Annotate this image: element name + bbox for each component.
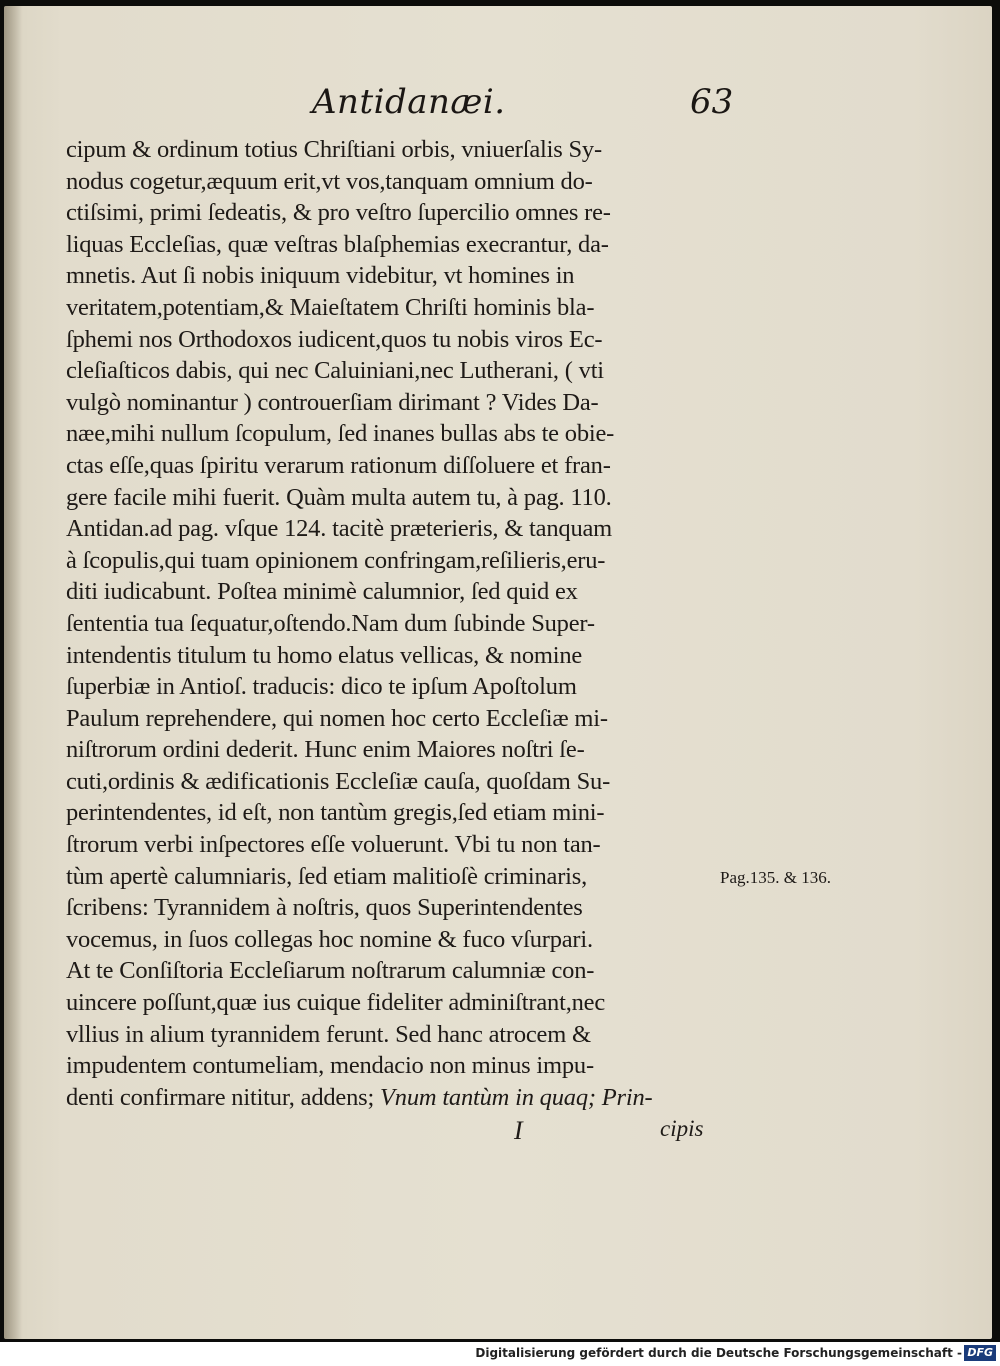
- text-line-content: niſtrorum ordini dederit. Hunc enim Maiores noſtri ſe-: [66, 736, 585, 764]
- text-line-content: ſententia tua ſequatur,oſtendo.Nam dum ſubinde Super-: [66, 609, 595, 637]
- text-line: [66, 513, 726, 545]
- text-line: [66, 861, 726, 893]
- text-line-content: uincere poſſunt,quæ ius cuique fideliter adminiſtrant,nec: [66, 989, 606, 1017]
- text-line-content: Antidan.ad pag. vſque 124. tacitè præterieris, & tanquam: [66, 515, 613, 543]
- text-line: [66, 450, 726, 482]
- text-line-content: vllius in alium tyrannidem ferunt. Sed hanc atrocem &: [66, 1020, 591, 1048]
- text-line-content: ſuperbiæ in Antioſ. traducis: dico te ipſum Apoſtolum: [66, 673, 577, 701]
- text-line: [66, 166, 726, 198]
- text-line-content: vocemus, in ſuos collegas hoc nomine & fuco vſurpari.: [66, 925, 593, 953]
- body-text: [66, 134, 726, 1113]
- text-line-content: impudentem contumeliam, mendacio non minus impu-: [66, 1052, 594, 1080]
- text-line-content: ctas eſſe,quas ſpiritu verarum rationum diſſoluere et fran-: [66, 451, 611, 479]
- text-line: [66, 640, 726, 672]
- text-line: [66, 229, 726, 261]
- text-line: [66, 482, 726, 514]
- text-line: [66, 924, 726, 956]
- text-line-content: vulgò nominantur ) controuerſiam dirimant ? Vides Da-: [66, 388, 599, 416]
- text-line: [66, 608, 726, 640]
- text-line: [66, 797, 726, 829]
- text-line: [66, 1050, 726, 1082]
- text-line-content: perintendentes, id eſt, non tantùm gregis,ſed etiam mini-: [66, 799, 605, 827]
- book-page: [4, 6, 992, 1339]
- text-line: [66, 418, 726, 450]
- text-line-content: ſtrorum verbi inſpectores eſſe voluerunt. Vbi tu non tan-: [66, 831, 601, 859]
- italic-quotation: Vnum tantùm in quaq; Prin-: [380, 1083, 653, 1111]
- margin-note: Pag.135. & 136.: [720, 868, 831, 887]
- running-title: Antidanæi.: [312, 82, 506, 122]
- text-line-content: gere facile mihi fuerit. Quàm multa autem tu, à pag. 110.: [66, 483, 612, 511]
- gutter-shadow: [4, 6, 22, 1339]
- funding-credit: Digitalisierung gefördert durch die Deutsche Forschungsgemeinschaft -: [475, 1346, 962, 1360]
- text-line: [66, 703, 726, 735]
- text-line: [66, 260, 726, 292]
- running-head: [4, 82, 992, 132]
- text-line-content: cipum & ordinum totius Chriſtiani orbis, vniuerſalis Sy-: [66, 136, 602, 163]
- text-line: [66, 387, 726, 419]
- text-line-content: veritatem,potentiam,& Maieſtatem Chriſti hominis bla-: [66, 293, 595, 321]
- text-line-content: Paulum reprehendere, qui nomen hoc certo Eccleſiæ mi-: [66, 704, 608, 732]
- text-line: [66, 955, 726, 987]
- text-line-content: denti confirmare nititur, addens;: [66, 1083, 381, 1111]
- text-line: [66, 734, 726, 766]
- text-line-content: tùm apertè calumniaris, ſed etiam malitioſè criminaris,: [66, 862, 588, 890]
- text-line-content: ſphemi nos Orthodoxos iudicent,quos tu nobis viros Ec-: [66, 325, 603, 353]
- text-line: [66, 1082, 726, 1114]
- signature-mark: I: [514, 1116, 523, 1145]
- text-line: [66, 671, 726, 703]
- text-line-content: At te Conſiſtoria Eccleſiarum noſtrarum calumniæ con-: [66, 957, 595, 985]
- text-line-content: ctiſsimi, primi ſedeatis, & pro veſtro ſupercilio omnes re-: [66, 199, 611, 227]
- text-line: [66, 324, 726, 356]
- text-line-content: ſcribens: Tyrannidem à noſtris, quos Superintendentes: [66, 894, 583, 922]
- text-line-content: diti iudicabunt. Poſtea minimè calumnior, ſed quid ex: [66, 578, 578, 606]
- text-line: [66, 766, 726, 798]
- text-line: [66, 134, 726, 166]
- text-line-content: à ſcopulis,qui tuam opinionem confringam,reſilieris,eru-: [66, 546, 606, 574]
- catchword: cipis: [660, 1116, 704, 1141]
- text-line: [66, 892, 726, 924]
- text-line: [66, 197, 726, 229]
- text-line: [66, 292, 726, 324]
- text-line: [66, 1019, 726, 1051]
- text-line-content: nodus cogetur,æquum erit,vt vos,tanquam omnium do-: [66, 167, 593, 195]
- dfg-logo-icon: DFG: [964, 1345, 996, 1361]
- text-line-content: mnetis. Aut ſi nobis iniquum videbitur, vt homines in: [66, 262, 575, 290]
- text-line: [66, 829, 726, 861]
- text-line-content: liquas Eccleſias, quæ veſtras blaſphemias execrantur, da-: [66, 230, 609, 258]
- text-line: [66, 355, 726, 387]
- text-line: [66, 545, 726, 577]
- text-line-content: cleſiaſticos dabis, qui nec Caluiniani,nec Lutherani, ( vti: [66, 357, 604, 385]
- text-line: [66, 987, 726, 1019]
- text-line-content: cuti,ordinis & ædificationis Eccleſiæ cauſa, quoſdam Su-: [66, 767, 611, 795]
- page-number: 63: [690, 82, 734, 122]
- text-line-content: næe,mihi nullum ſcopulum, ſed inanes bullas abs te obie-: [66, 420, 615, 448]
- text-line-content: intendentis titulum tu homo elatus vellicas, & nomine: [66, 641, 583, 669]
- text-line: [66, 576, 726, 608]
- footer-bar: [0, 1342, 1000, 1366]
